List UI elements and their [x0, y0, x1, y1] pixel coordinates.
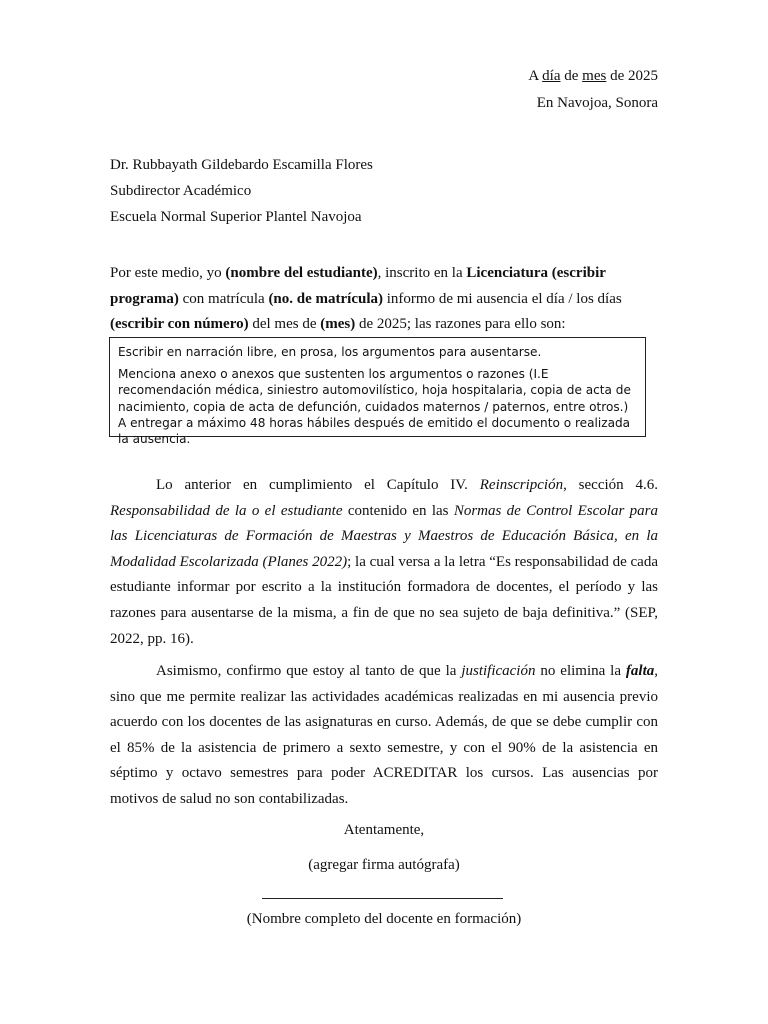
reasons-instruction-2: Menciona anexo o anexos que sustenten los argumentos o razones (I.E recomendación médica, siniestro automovilístico, hoja hospitalaria, copia de acta de nacimiento, copia de acta de defunción, cuidados maternos / paternos, entre otros.) A entregar a máximo 48 horas hábiles después de emitido el documento o realizada la ausencia.	[118, 367, 631, 447]
date-line	[528, 68, 658, 85]
recipient-name: Dr. Rubbayath Gildebardo Escamilla Flores	[110, 157, 373, 173]
justification-term: justificación	[461, 663, 536, 679]
intro-text: de 2025; las razones para ello son:	[355, 316, 566, 332]
paragraph-text: ; la cual versa a la letra “Es responsabilidad de cada estudiante informar por escrito a la institución formadora de docentes, el período y las razones para ausentarse de la misma, a fin de que no sea sujeto de baja definitiva.” (SEP, 2022, pp. 16).	[110, 553, 658, 647]
intro-paragraph	[110, 261, 658, 338]
paragraph-text: Asimismo, confirmo que estoy al tanto de que la	[156, 663, 462, 679]
intro-text: con matrícula	[178, 290, 269, 307]
intro-text: , inscrito en la	[377, 265, 467, 281]
regulation-title: Normas de Control Escolar para las Licenciaturas de Formación de Maestras y Maestros de Educación Básica, en la Modalidad Escolarizada (Planes 2022)	[110, 502, 658, 570]
closing-salutation: Atentamente,	[343, 822, 425, 838]
chapter-title: Reinscripción	[479, 477, 564, 493]
intro-text: Por este medio, yo	[110, 265, 226, 281]
date-day-placeholder: día	[542, 68, 561, 84]
reasons-text-box[interactable]	[109, 337, 646, 447]
paragraph-text: Lo anterior en cumplimiento el Capítulo IV.	[156, 477, 480, 493]
program-placeholder: Licenciatura (escribir programa)	[110, 265, 606, 307]
date-prefix: A	[528, 68, 539, 84]
recipient-title: Subdirector Académico	[110, 183, 252, 199]
paragraph-text: contenido en las	[342, 502, 454, 519]
enrollment-number-placeholder: (no. de matrícula)	[268, 290, 384, 307]
place-line: En Navojoa, Sonora	[536, 95, 658, 111]
reasons-instruction-1: Escribir en narración libre, en prosa, los argumentos para ausentarse.	[118, 345, 542, 359]
days-placeholder: (escribir con número)	[110, 316, 249, 332]
signature-line	[262, 898, 503, 899]
paragraph-text: , sino que me permite realizar las actividades académicas realizadas en mi ausencia previo acuerdo con los docentes de las asignaturas en curso. Además, de que se debe cumplir con el 85% de la asistencia de primero a sexto semestre, y con el 90% de la asistencia en séptimo y octavo semestres para poder ACREDITAR los cursos. Las ausencias por motivos de salud no son contabilizadas.	[110, 663, 658, 807]
signature-instruction: (agregar firma autógrafa)	[308, 857, 460, 873]
date-month-placeholder: mes	[582, 68, 607, 84]
paragraph-text: no elimina la	[535, 663, 626, 679]
section-title: Responsabilidad de la o el estudiante	[110, 502, 343, 519]
intro-text: del mes de	[248, 316, 321, 332]
paragraph-text: , sección 4.6.	[563, 477, 658, 493]
absence-term: falta	[625, 663, 655, 679]
intro-text: informo de mi ausencia el día / los días	[383, 290, 622, 307]
date-year: de 2025	[610, 68, 658, 84]
signer-name-placeholder: (Nombre completo del docente en formación)	[246, 911, 522, 927]
recipient-institution: Escuela Normal Superior Plantel Navojoa	[110, 209, 362, 225]
date-de: de	[564, 68, 579, 84]
student-name-placeholder: (nombre del estudiante)	[225, 265, 378, 281]
month-placeholder: (mes)	[320, 316, 356, 332]
regulation-paragraph	[110, 473, 658, 652]
acknowledgement-paragraph	[110, 659, 658, 813]
